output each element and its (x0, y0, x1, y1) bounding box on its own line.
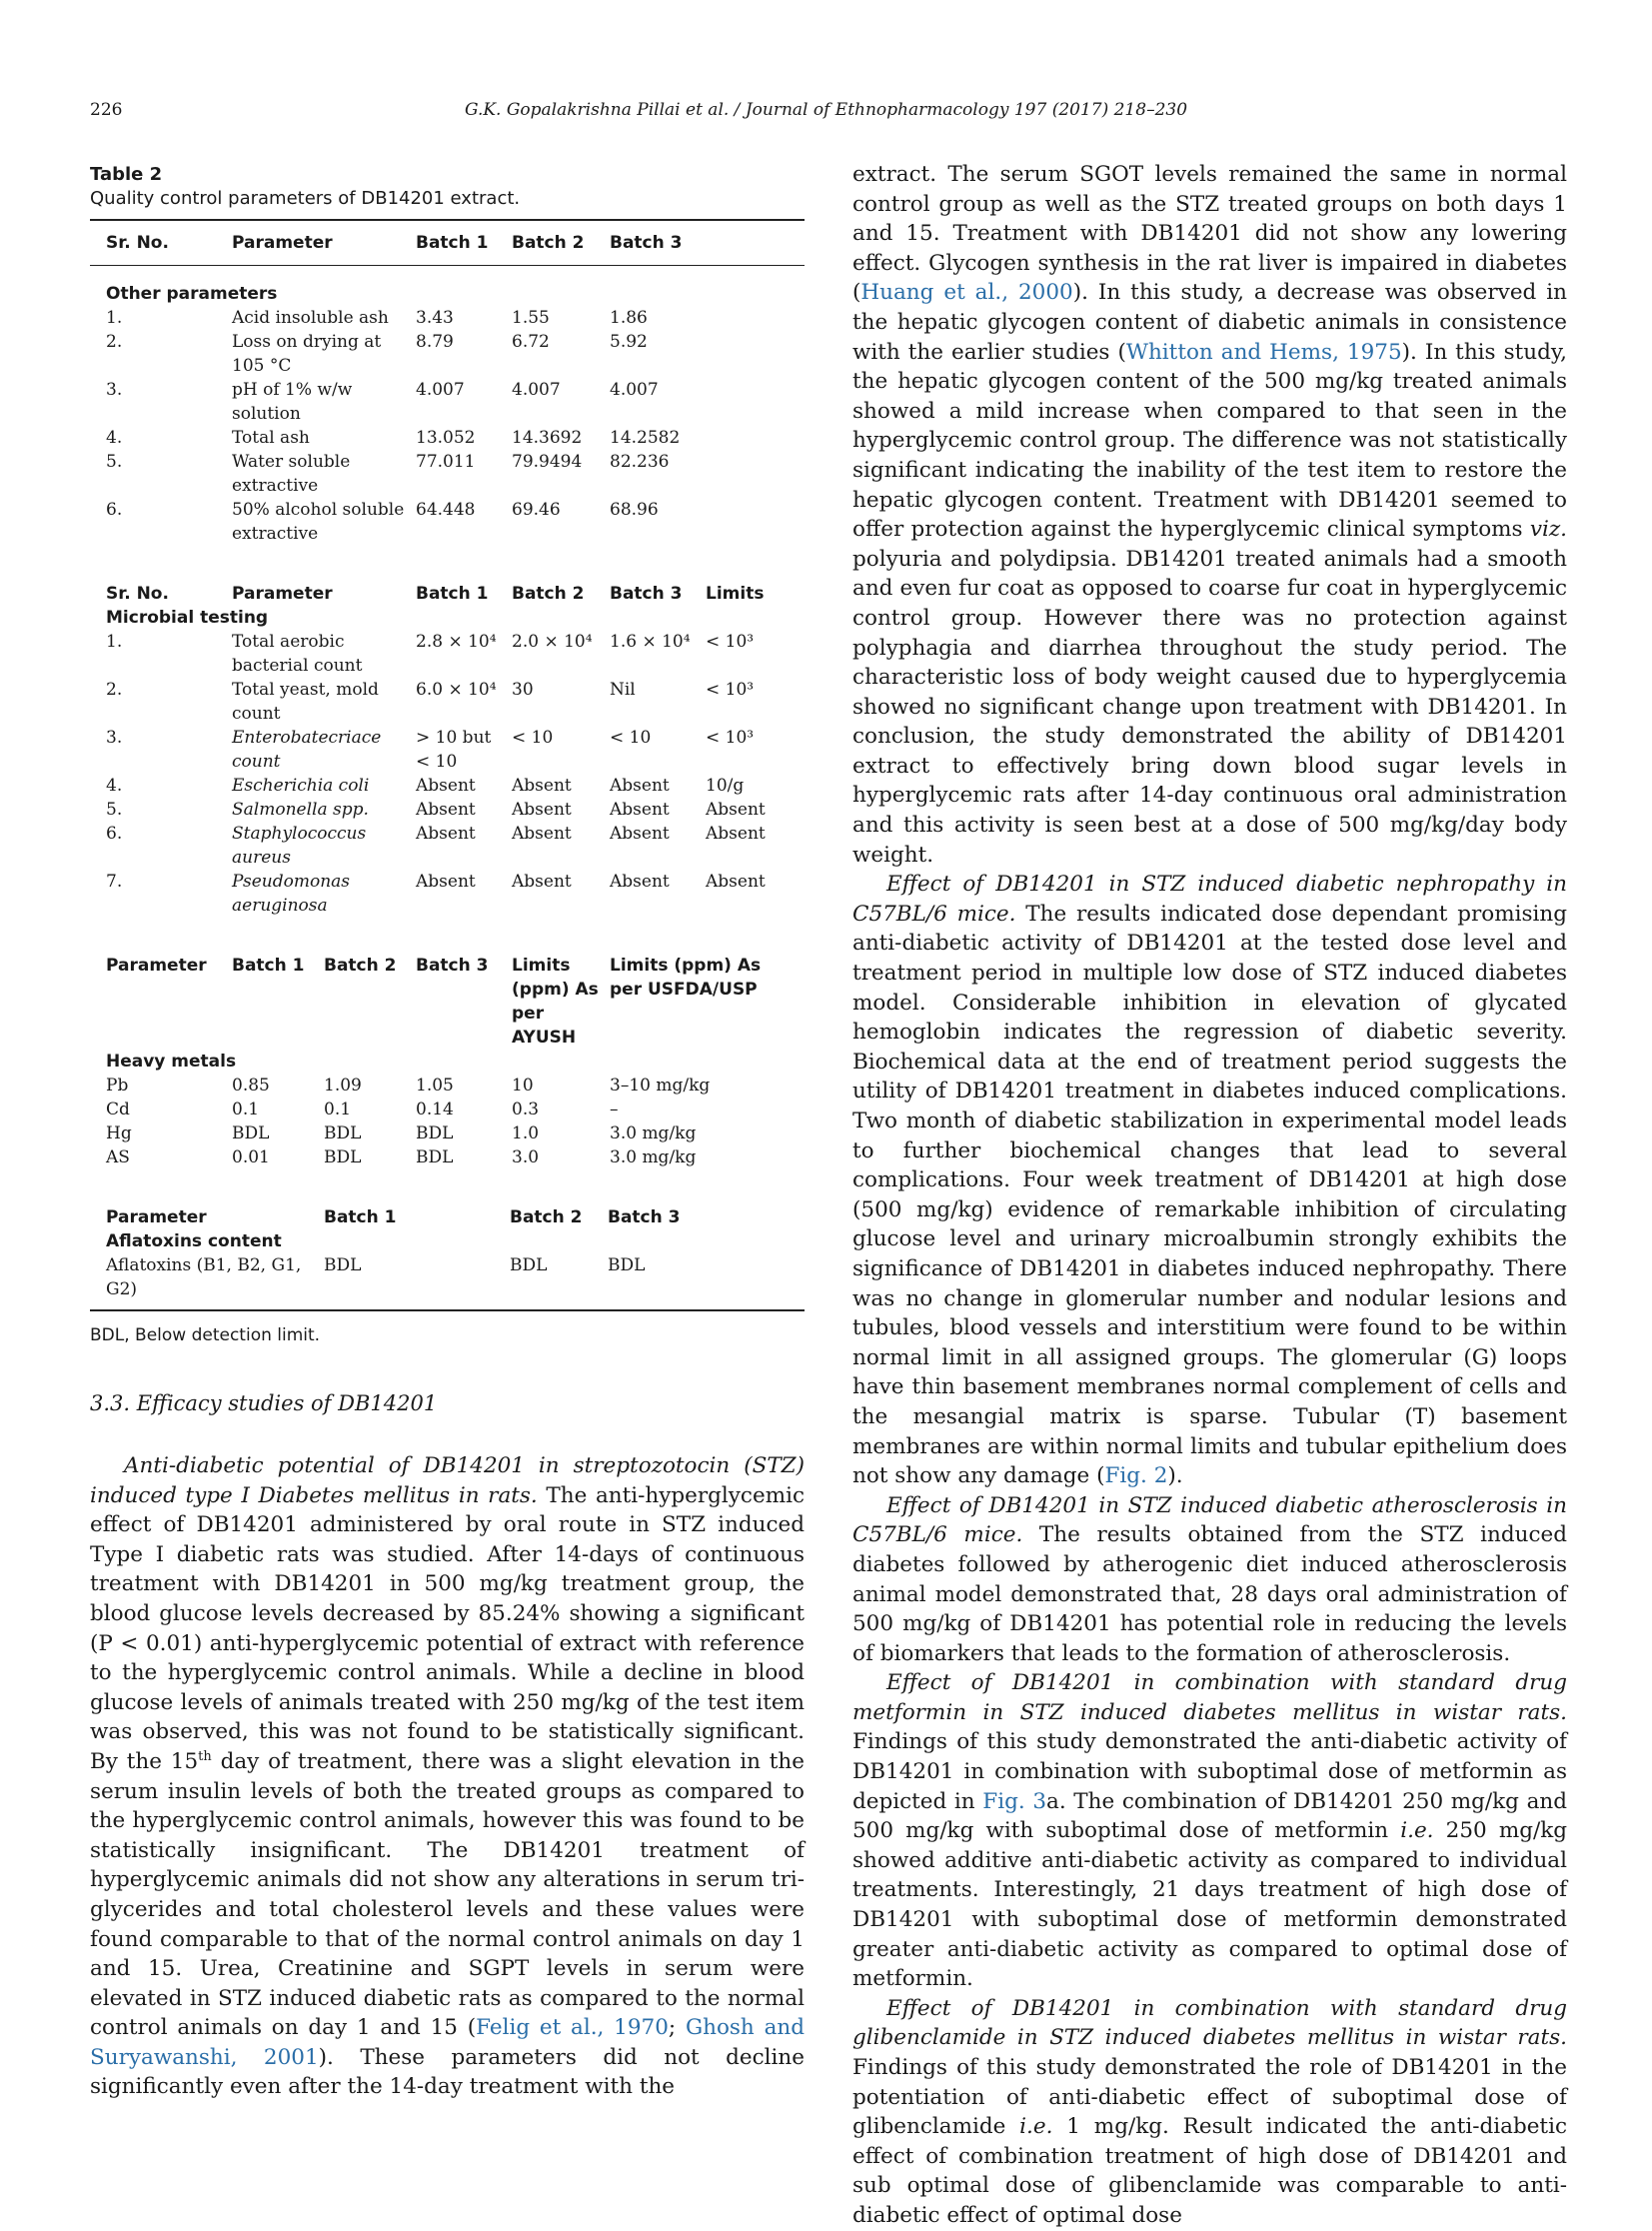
cell: 82.236 (610, 452, 670, 472)
cell: 0.1 (324, 1100, 352, 1119)
cell: 3. (106, 728, 123, 748)
table-row (90, 630, 805, 678)
col-header: Limits (ppm) As per AYUSH (512, 956, 599, 1048)
cell: 14.3692 (512, 428, 583, 448)
table-row (90, 774, 805, 798)
cell: Nil (610, 680, 636, 700)
cell: 69.46 (512, 500, 561, 520)
citation-link[interactable]: Huang et al., 2000 (860, 280, 1073, 306)
cell: 5. (106, 452, 123, 472)
col-header: Limits (706, 584, 765, 604)
paragraph-text: Findings of this study demonstrated the anti-diabetic activity of DB14201 in combination with suboptimal dose of metformin as depicted in (852, 1729, 1567, 1814)
cell: 3–10 mg/kg (610, 1076, 711, 1096)
cell: 4. (106, 776, 123, 796)
body-paragraph (852, 160, 1567, 870)
cell: 6.0 × 10⁴ (416, 680, 497, 700)
table-row (90, 498, 805, 546)
paragraph-text: ). In this study, the hepatic glycogen content of the 500 mg/kg treated animals showed a mild increase when compared to that seen in the hyperglycemic control group. The difference was not statistically significant indicating the inability of the test item to restore the hepatic glycogen content. Treatment with DB14201 seemed to offer protection against the hyperglycemic clinical symptoms (852, 339, 1567, 543)
cell: 6. (106, 824, 123, 844)
cell: 1.09 (324, 1076, 362, 1096)
cell: Total ash (232, 428, 310, 448)
cell: < 10³ (706, 632, 755, 652)
cell: 3. (106, 380, 123, 400)
group-row (90, 282, 805, 306)
cell: 0.01 (232, 1147, 270, 1167)
cell: 1. (106, 632, 123, 652)
table-header-row (90, 1205, 805, 1229)
cell: Absent (512, 872, 572, 892)
cell: Salmonella spp. (232, 800, 369, 820)
cell: Absent (512, 824, 572, 844)
cell: BDL (324, 1123, 362, 1143)
table-row (90, 822, 805, 870)
cell: 5.92 (610, 332, 648, 352)
cell: 1.05 (416, 1076, 454, 1096)
cell: pH of 1% w/w solution (232, 380, 353, 424)
paragraph-text: polyuria and polydipsia. DB14201 treated animals had a smooth and even fur coat as opposed to coarse fur coat in hyperglycemic control group. However there was no protection against polyphagia and diarrhea throughout the study period. The characteristic loss of body weight caused due to hyperglycemia showed no significant change upon treatment with DB14201. In conclusion, the study demonstrated the ability of DB14201 extract to effectively bring down blood sugar levels in hyperglycemic rats after 14-day continuous oral administration and this activity is seen best at a dose of 500 mg/kg/day body weight. (852, 546, 1567, 868)
paragraph-text: The anti-hyperglycemic effect of DB14201 administered by oral route in STZ induced Type I diabetic rats was studied. After 14-days of continuous treatment with DB14201 in 500 mg/kg treatment group, the blood glucose levels decreased by 85.24% showing a significant (P < 0.01) anti-hyperglycemic potential of extract with reference to the hyperglycemic control animals. While a decline in blood glucose levels of animals treated with 250 mg/kg of the test item was observed, this was not found to be statistically significant. By the 15 (90, 1482, 805, 1774)
table-header-row (90, 582, 805, 606)
cell: Absent (416, 872, 476, 892)
cell: Absent (610, 800, 670, 820)
cell: 3.0 (512, 1147, 540, 1167)
citation-link[interactable]: Whitton and Hems, 1975 (1125, 339, 1402, 365)
cell: 14.2582 (610, 428, 681, 448)
cell: < 10³ (706, 680, 755, 700)
table-footnote: BDL, Below detection limit. (90, 1325, 321, 1345)
table-caption: Quality control parameters of DB14201 extract. (90, 188, 521, 209)
table-title: Table 2 (90, 164, 163, 185)
figure-link[interactable]: Fig. 2 (1104, 1463, 1168, 1489)
table-row (90, 450, 805, 498)
cell: 2. (106, 332, 123, 352)
cell: Absent (706, 824, 766, 844)
col-header: Batch 2 (510, 1207, 583, 1227)
cell: Pseudomonas aeruginosa (232, 872, 350, 916)
col-header: Batch 3 (608, 1207, 681, 1227)
paragraph-text: 250 mg/kg showed additive anti-diabetic activity as compared to individual treatments. Interestingly, 21 days treatment of high dose of DB14201 with suboptimal dose of metformin demonstrated greater anti-diabetic activity as compared to optimal dose of metformin. (852, 1818, 1568, 1992)
cell: 6.72 (512, 332, 550, 352)
col-header: Parameter (106, 956, 207, 976)
col-header: Sr. No. (90, 220, 232, 266)
cell: 64.448 (416, 500, 476, 520)
cell: 13.052 (416, 428, 476, 448)
body-paragraph (852, 870, 1567, 1490)
cell: 0.1 (232, 1100, 260, 1119)
col-header: Batch 1 (416, 584, 489, 604)
group-label: Heavy metals (106, 1052, 237, 1072)
cell: Aflatoxins (B1, B2, G1, G2) (90, 1253, 324, 1310)
cell: 4.007 (610, 380, 659, 400)
body-paragraph (852, 1668, 1567, 1994)
group-row (90, 606, 805, 630)
col-header: Batch 3 (416, 956, 489, 976)
table-row (90, 1098, 805, 1121)
cell: Acid insoluble ash (232, 308, 389, 328)
table-row (90, 870, 805, 918)
cell: Staphylococcus aureus (232, 824, 367, 868)
paragraph-lead: Effect of DB14201 in STZ induced diabetic nephropathy in C57BL/6 mice. (852, 872, 1567, 927)
col-header: Batch 2 (324, 956, 397, 976)
cell: Total aerobic bacterial count (232, 632, 363, 676)
cell: BDL (232, 1123, 270, 1143)
paragraph-lead: Effect of DB14201 in STZ induced diabetic atherosclerosis in C57BL/6 mice. (852, 1492, 1567, 1548)
cell: Water soluble extractive (232, 452, 351, 496)
paragraph-text: i.e. (1019, 2114, 1053, 2140)
paragraph-text: viz. (1529, 517, 1567, 543)
cell: BDL (416, 1147, 454, 1167)
cell: < 10 (610, 728, 652, 748)
cell: 5. (106, 800, 123, 820)
cell: 68.96 (610, 500, 659, 520)
citation-link[interactable]: Felig et al., 1970 (476, 2015, 669, 2041)
cell: Absent (416, 824, 476, 844)
paragraph-text: ). In this study, a decrease was observed in the hepatic glycogen content of diabetic animals in consistence with the earlier studies ( (852, 280, 1567, 365)
paragraph-text: 1 mg/kg. Result indicated the anti-diabetic effect of combination treatment of high dose of DB14201 and sub optimal dose of glibenclamide was comparable to anti-diabetic effect of optimal dose (852, 2114, 1567, 2228)
body-paragraph (852, 1491, 1567, 1669)
cell: BDL (324, 1147, 362, 1167)
cell: 0.14 (416, 1100, 454, 1119)
superscript: th (198, 1748, 212, 1764)
table-row (90, 1121, 805, 1145)
cell: Enterobatecriace count (232, 728, 382, 772)
col-header: Sr. No. (106, 584, 169, 604)
col-header: Batch 1 (232, 956, 305, 976)
cell: 0.3 (512, 1100, 540, 1119)
col-header: Limits (ppm) As per USFDA/USP (610, 956, 762, 1000)
col-header: Batch 1 (416, 220, 512, 266)
col-header: Batch 3 (610, 584, 683, 604)
paragraph-text: ). (1167, 1463, 1183, 1489)
table-row (90, 1145, 805, 1169)
cell: 3.0 mg/kg (610, 1123, 697, 1143)
page-number: 226 (90, 100, 123, 120)
cell: 1.0 (512, 1123, 540, 1143)
cell: 30 (512, 680, 534, 700)
cell: Absent (706, 872, 766, 892)
table-header-row (90, 954, 805, 1050)
group-row (90, 1050, 805, 1074)
body-paragraph (90, 1451, 805, 2102)
table-row (90, 726, 805, 774)
col-header: Parameter (232, 220, 416, 266)
cell: 50% alcohol soluble extractive (232, 500, 405, 544)
cell: Absent (416, 800, 476, 820)
cell: 7. (106, 872, 123, 892)
figure-link[interactable]: Fig. 3 (982, 1788, 1047, 1814)
paragraph-text: a. The combination of DB14201 250 mg/kg and 500 mg/kg with suboptimal dose of metformin (852, 1788, 1568, 1844)
cell: Absent (512, 800, 572, 820)
page-header (0, 100, 1652, 130)
group-label: Aflatoxins content (106, 1231, 282, 1251)
cell: 3.0 mg/kg (610, 1147, 697, 1167)
cell: BDL (510, 1253, 608, 1310)
col-header: Batch 2 (512, 584, 585, 604)
cell: 4.007 (512, 380, 561, 400)
col-header: Batch 2 (512, 220, 610, 266)
table-row (90, 798, 805, 822)
cell: AS (106, 1147, 130, 1167)
cell: 3.43 (416, 308, 454, 328)
cell: 2.8 × 10⁴ (416, 632, 497, 652)
col-header: Batch 3 (610, 220, 706, 266)
cell: 1.6 × 10⁴ (610, 632, 691, 652)
paragraph-text: The results obtained from the STZ induced diabetes followed by atherogenic diet induced atherosclerosis animal model demonstrated that, 28 days oral administration of 500 mg/kg of DB14201 has potential role in reducing the levels of biomarkers that leads to the formation of atherosclerosis. (852, 1522, 1567, 1666)
col-header: Parameter (106, 1207, 207, 1227)
table-row (90, 678, 805, 726)
cell: Absent (610, 872, 670, 892)
table-row (90, 330, 805, 378)
table-row (90, 306, 805, 330)
cell: Cd (106, 1100, 130, 1119)
cell: Pb (106, 1076, 129, 1096)
body-paragraph (852, 1994, 1567, 2231)
paragraph-text: day of treatment, there was a slight elevation in the serum insulin levels of both the treated groups as compared to the hyperglycemic control animals, however this was found to be statistically insignificant. The DB14201 treatment of hyperglycemic animals did not show any alterations in serum tri-glycerides and total cholesterol levels and these values were found comparable to that of the normal control animals on day 1 and 15. Urea, Creatinine and SGPT levels in serum were elevated in STZ induced diabetic rats as compared to the normal control animals on day 1 and 15 ( (90, 1748, 806, 2041)
cell: Escherichia coli (232, 776, 370, 796)
paragraph-text: ; (668, 2015, 686, 2041)
cell: BDL (608, 1253, 805, 1310)
paragraph-text: ). These parameters did not decline significantly even after the 14-day treatment with the (90, 2044, 805, 2100)
section-heading: 3.3. Efficacy studies of DB14201 (90, 1391, 438, 1415)
right-column (852, 160, 1567, 2231)
cell: Loss on drying at 105 °C (232, 332, 382, 376)
cell: Absent (610, 824, 670, 844)
cell: Total yeast, mold count (232, 680, 379, 724)
paragraph-lead: Effect of DB14201 in combination with standard drug metformin in STZ induced diabetes mellitus in wistar rats. (852, 1670, 1567, 1725)
cell: 1.55 (512, 308, 550, 328)
citation-link[interactable]: Ghosh and Suryawanshi, 2001 (90, 2015, 805, 2070)
cell: 4. (106, 428, 123, 448)
cell: Absent (416, 776, 476, 796)
table-row (90, 1074, 805, 1098)
cell: 0.85 (232, 1076, 270, 1096)
cell: < 10 (512, 728, 554, 748)
cell: BDL (324, 1253, 510, 1310)
group-label: Microbial testing (106, 608, 269, 628)
cell: 2. (106, 680, 123, 700)
cell: Hg (106, 1123, 132, 1143)
cell: 1.86 (610, 308, 648, 328)
cell: 6. (106, 500, 123, 520)
left-column (90, 163, 805, 2102)
cell: Absent (610, 776, 670, 796)
paragraph-text: Findings of this study demonstrated the role of DB14201 in the potentiation of anti-diabetic effect of suboptimal dose of glibenclamide (852, 2055, 1567, 2140)
cell: 10/g (706, 776, 745, 796)
aflatoxins-table (90, 1205, 805, 1311)
paragraph-text: The results indicated dose dependant promising anti-diabetic activity of DB14201 at the tested dose level and treatment period in multiple low dose of STZ induced diabetes model. Considerable inhibition in elevation of glycated hemoglobin indicates the regression of diabetic severity. Biochemical data at the end of treatment period suggests the utility of DB14201 treatment in diabetes induced complications. Two month of diabetic stabilization in experimental model leads to further biochemical changes that lead to several complications. Four week treatment of DB14201 at high dose (500 mg/kg) evidence of remarkable inhibition of circulating glucose level and urinary microalbumin strongly exhibits the significance of DB14201 in diabetes induced nephropathy. There was no change in glomerular number and nodular lesions and tubules, blood vessels and interstitium were found to be within normal limit in all assigned groups. The glomerular (G) loops have thin basement membranes normal complement of cells and the mesangial matrix is sparse. Tubular (T) basement membranes are within normal limits and tubular epithelium does not show any damage ( (852, 901, 1567, 1489)
cell: 77.011 (416, 452, 476, 472)
col-header: Batch 1 (324, 1207, 397, 1227)
paragraph-text: extract. The serum SGOT levels remained the same in normal control group as well as the STZ treated groups on both days 1 and 15. Treatment with DB14201 did not show any lowering effect. Glycogen synthesis in the rat liver is impaired in diabetes ( (852, 162, 1567, 306)
cell: 8.79 (416, 332, 454, 352)
cell: BDL (416, 1123, 454, 1143)
cell: < 10³ (706, 728, 755, 748)
heavy-metals-table (90, 954, 805, 1205)
group-label: Other parameters (106, 284, 278, 304)
col-header: Parameter (232, 584, 333, 604)
group-row (90, 1229, 805, 1253)
cell: > 10 but < 10 (416, 728, 492, 772)
cell: Absent (512, 776, 572, 796)
cell: 2.0 × 10⁴ (512, 632, 593, 652)
table-row (90, 1253, 805, 1310)
table-header-row (90, 220, 805, 266)
table-row (90, 426, 805, 450)
paragraph-lead: Effect of DB14201 in combination with standard drug glibenclamide in STZ induced diabetes mellitus in wistar rats. (852, 1995, 1567, 2051)
cell: Absent (706, 800, 766, 820)
paragraph-text: i.e. (1400, 1818, 1434, 1844)
cell: – (610, 1100, 619, 1119)
paragraph-lead: Anti-diabetic potential of DB14201 in streptozotocin (STZ) induced type I Diabetes mellitus in rats. (90, 1453, 805, 1508)
table-row (90, 378, 805, 426)
quality-control-table (90, 219, 805, 954)
cell: 1. (106, 308, 123, 328)
cell: 10 (512, 1076, 534, 1096)
running-head: G.K. Gopalakrishna Pillai et al. / Journal of Ethnopharmacology 197 (2017) 218–230 (464, 100, 1188, 120)
cell: 79.9494 (512, 452, 583, 472)
cell: 4.007 (416, 380, 465, 400)
